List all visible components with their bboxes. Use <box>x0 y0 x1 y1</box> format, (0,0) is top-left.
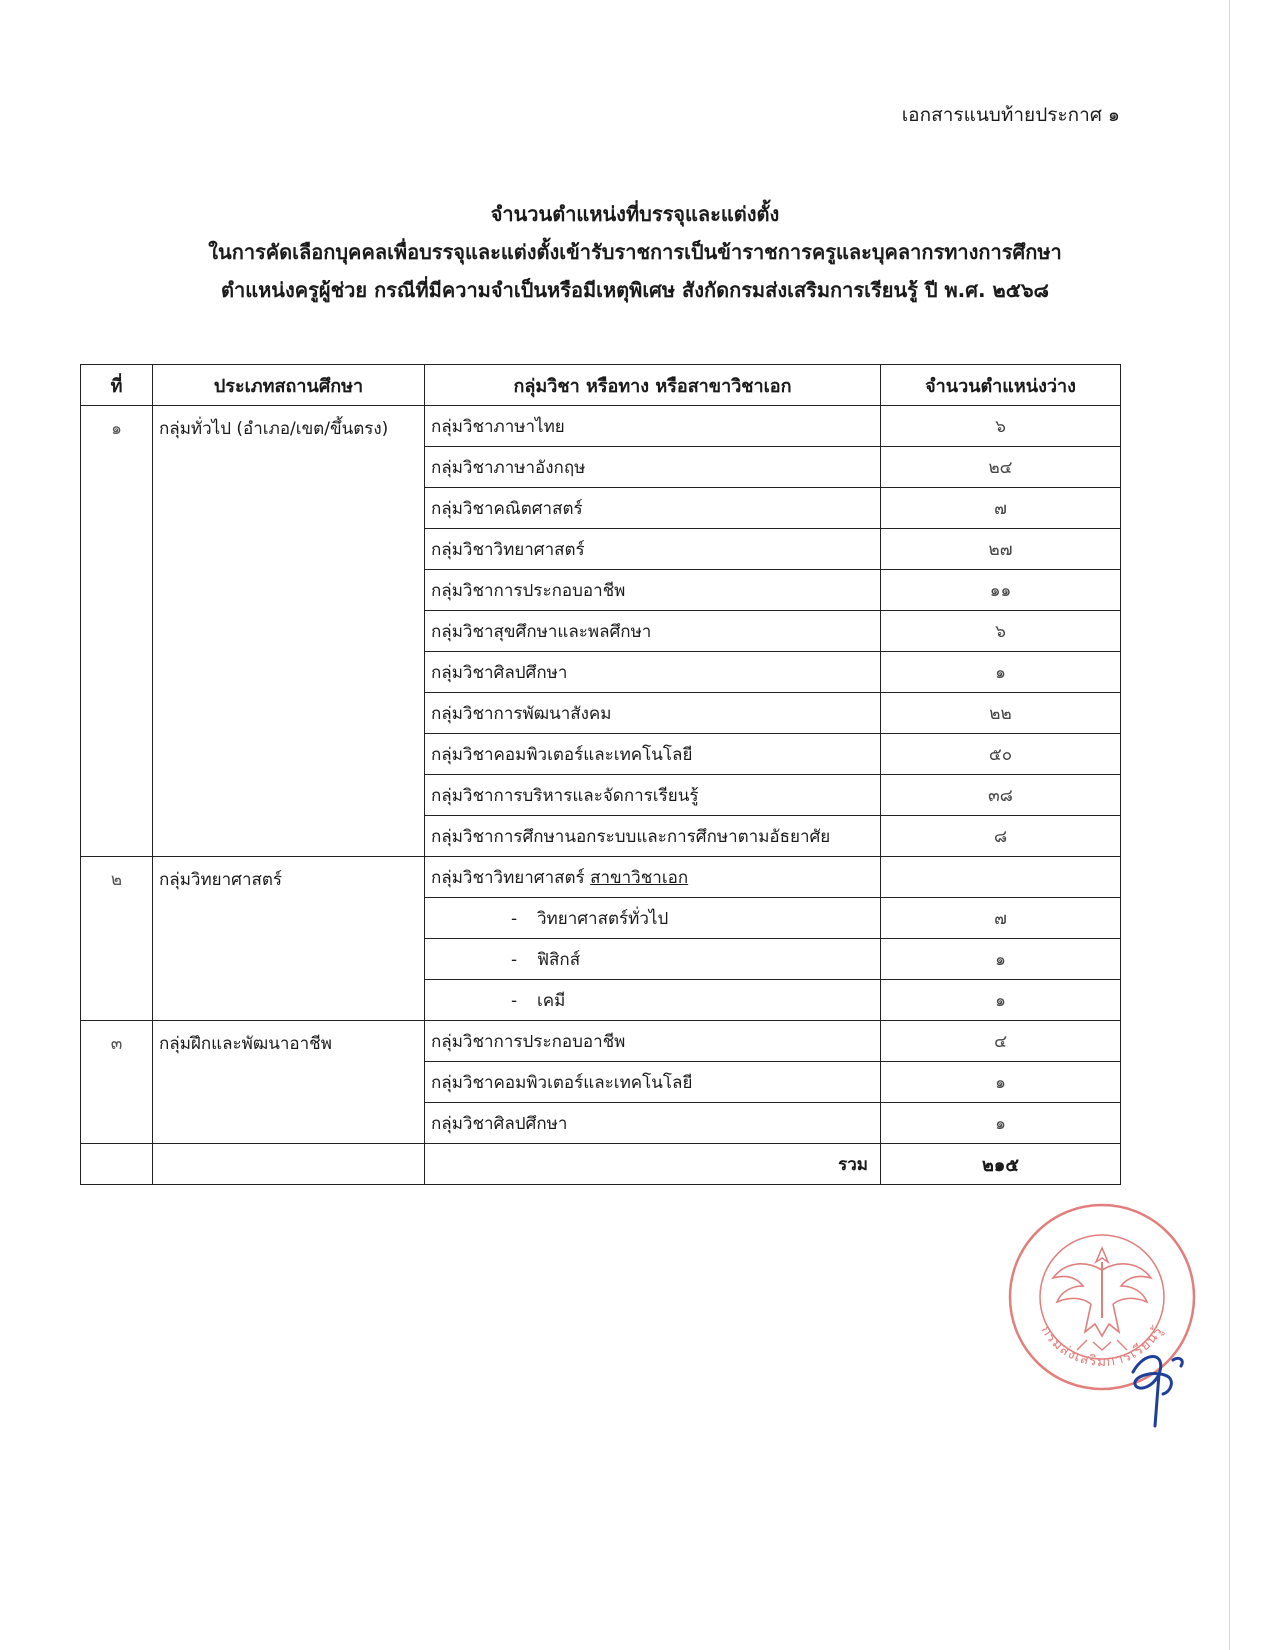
subject-cell: กลุ่มวิชาภาษาอังกฤษ <box>425 447 881 488</box>
total-label: รวม <box>425 1144 881 1185</box>
table-row <box>81 1021 1121 1062</box>
subject-cell: กลุ่มวิชาภาษาไทย <box>425 406 881 447</box>
title-line-2: ในการคัดเลือกบุคคลเพื่อบรรจุและแต่งตั้งเข้ารับราชการเป็นข้าราชการครูและบุคลากรทางการศึกษา <box>208 240 1062 264</box>
subject-cell: กลุ่มวิชาศิลปศึกษา <box>425 652 881 693</box>
count-cell: ๑ <box>881 1062 1121 1103</box>
total-row <box>81 1144 1121 1185</box>
count-cell: ๒๗ <box>881 529 1121 570</box>
subject-heading-prefix: กลุ่มวิชาวิทยาศาสตร์ <box>431 867 591 888</box>
subject-cell: กลุ่มวิชาคอมพิวเตอร์และเทคโนโลยี <box>425 734 881 775</box>
count-cell: ๗ <box>881 488 1121 529</box>
school-type: กลุ่มทั่วไป (อำเภอ/เขต/ขึ้นตรง) <box>153 406 425 857</box>
count-cell: ๖ <box>881 406 1121 447</box>
count-cell: ๑ <box>881 939 1121 980</box>
subject-name: วิทยาศาสตร์ทั่วไป <box>537 908 669 929</box>
count-cell: ๑ <box>881 1103 1121 1144</box>
subject-cell: กลุ่มวิชาการพัฒนาสังคม <box>425 693 881 734</box>
count-cell: ๑ <box>881 652 1121 693</box>
seal-text: กรมส่งเสริมการเรียนรู้ <box>1037 1323 1167 1371</box>
count-cell: ๔ <box>881 1021 1121 1062</box>
subject-cell: กลุ่มวิชาคอมพิวเตอร์และเทคโนโลยี <box>425 1062 881 1103</box>
subject-name: ฟิสิกส์ <box>537 949 581 970</box>
total-empty-cell <box>153 1144 425 1185</box>
row-number: ๑ <box>81 406 153 857</box>
subject-cell: กลุ่มวิชาการศึกษานอกระบบและการศึกษาตามอัธยาศัย <box>425 816 881 857</box>
school-type: กลุ่มฝึกและพัฒนาอาชีพ <box>153 1021 425 1144</box>
dash-marker: - <box>511 908 518 929</box>
table-row <box>81 406 1121 447</box>
dash-marker: - <box>511 990 518 1011</box>
signature-icon <box>1115 1330 1195 1430</box>
count-cell: ๗ <box>881 898 1121 939</box>
subject-name: เคมี <box>537 990 566 1011</box>
subject-cell: กลุ่มวิชาการประกอบอาชีพ <box>425 1021 881 1062</box>
row-number: ๓ <box>81 1021 153 1144</box>
total-empty-cell <box>81 1144 153 1185</box>
table-row <box>81 857 1121 898</box>
subject-cell <box>425 939 881 980</box>
title-line-3: ตำแหน่งครูผู้ช่วย กรณีที่มีความจำเป็นหรือมีเหตุพิเศษ สังกัดกรมส่งเสริมการเรียนรู้ ปี พ.ศ. ๒๕๖๘ <box>221 278 1049 302</box>
header-subject: กลุ่มวิชา หรือทาง หรือสาขาวิชาเอก <box>425 365 881 406</box>
vacancy-table <box>80 364 1121 1185</box>
subject-cell: กลุ่มวิชาศิลปศึกษา <box>425 1103 881 1144</box>
subject-cell: กลุ่มวิชาคณิตศาสตร์ <box>425 488 881 529</box>
count-cell: ๑๑ <box>881 570 1121 611</box>
subject-heading-major: สาขาวิชาเอก <box>590 867 689 888</box>
subject-heading-cell <box>425 857 881 898</box>
header-school-type: ประเภทสถานศึกษา <box>153 365 425 406</box>
title-line-1: จำนวนตำแหน่งที่บรรจุและแต่งตั้ง <box>490 202 780 226</box>
subject-cell: กลุ่มวิชาการประกอบอาชีพ <box>425 570 881 611</box>
header-no: ที่ <box>81 365 153 406</box>
subject-cell: กลุ่มวิชาการบริหารและจัดการเรียนรู้ <box>425 775 881 816</box>
attachment-label: เอกสารแนบท้ายประกาศ ๑ <box>901 104 1120 126</box>
school-type: กลุ่มวิทยาศาสตร์ <box>153 857 425 1021</box>
page-edge-line <box>1229 0 1230 1650</box>
header-vacancy-count: จำนวนตำแหน่งว่าง <box>881 365 1121 406</box>
subject-cell <box>425 898 881 939</box>
count-cell: ๒๔ <box>881 447 1121 488</box>
count-cell: ๑ <box>881 980 1121 1021</box>
count-cell: ๒๒ <box>881 693 1121 734</box>
count-cell: ๘ <box>881 816 1121 857</box>
total-count: ๒๑๕ <box>881 1144 1121 1185</box>
dash-marker: - <box>511 949 518 970</box>
row-number: ๒ <box>81 857 153 1021</box>
count-cell <box>881 857 1121 898</box>
subject-cell <box>425 980 881 1021</box>
document-title <box>100 195 1170 309</box>
subject-cell: กลุ่มวิชาสุขศึกษาและพลศึกษา <box>425 611 881 652</box>
table-header-row <box>81 365 1121 406</box>
count-cell: ๖ <box>881 611 1121 652</box>
count-cell: ๕๐ <box>881 734 1121 775</box>
subject-cell: กลุ่มวิชาวิทยาศาสตร์ <box>425 529 881 570</box>
count-cell: ๓๘ <box>881 775 1121 816</box>
